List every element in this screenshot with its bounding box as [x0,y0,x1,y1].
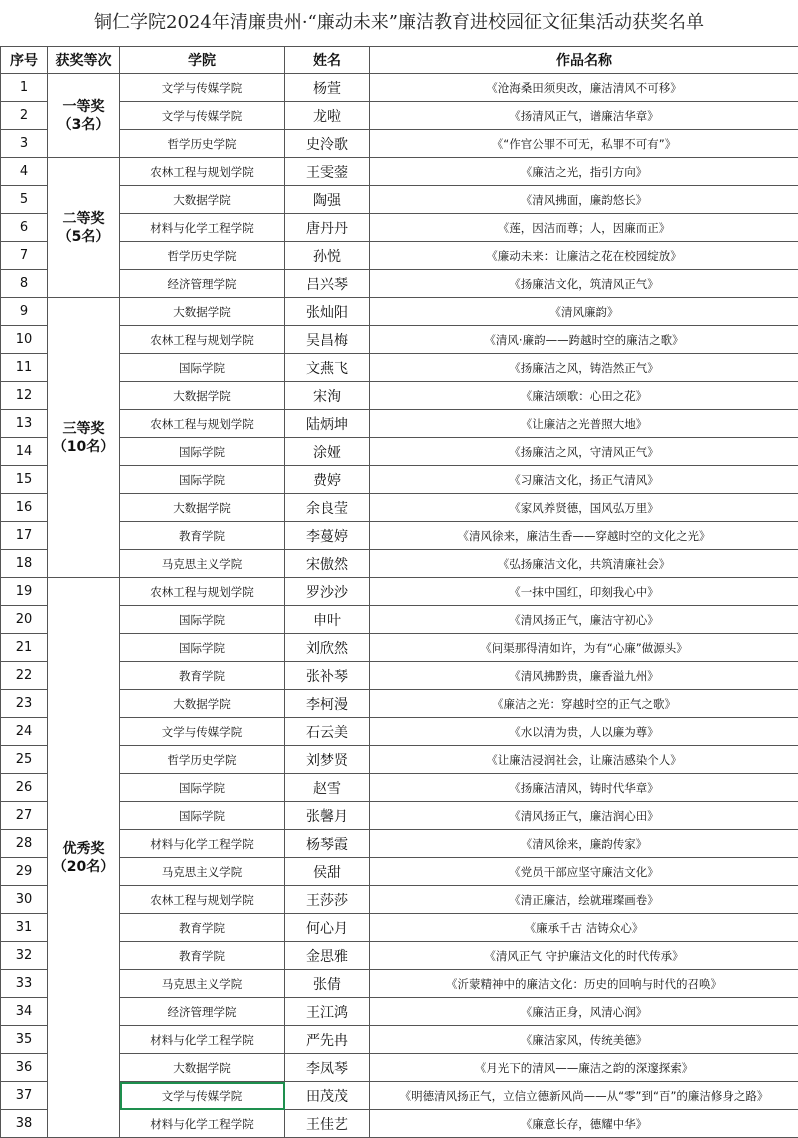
college-cell[interactable]: 材料与化学工程学院 [120,1110,285,1138]
college-cell[interactable]: 大数据学院 [120,186,285,214]
student-name-cell[interactable]: 文燕飞 [285,354,370,382]
work-title-cell[interactable]: 《扬清风正气，谱廉洁华章》 [370,102,798,130]
row-number-cell[interactable]: 25 [1,746,48,774]
student-name-cell[interactable]: 罗沙沙 [285,578,370,606]
college-cell[interactable]: 大数据学院 [120,382,285,410]
college-cell[interactable]: 大数据学院 [120,690,285,718]
table-row [1,326,798,354]
student-name-cell[interactable]: 史泠歌 [285,130,370,158]
college-cell[interactable]: 农林工程与规划学院 [120,326,285,354]
row-number-cell[interactable]: 22 [1,662,48,690]
college-cell[interactable]: 大数据学院 [120,298,285,326]
row-number-cell[interactable]: 36 [1,1054,48,1082]
work-title-cell[interactable]: 《弘扬廉洁文化，共筑清廉社会》 [370,550,798,578]
table-row [1,802,798,830]
work-title-cell[interactable]: 《廉洁颂歌：心田之花》 [370,382,798,410]
table-row [1,242,798,270]
header-name[interactable]: 姓名 [285,47,370,74]
prize-level-label: 一等奖 [48,98,119,116]
row-number-cell[interactable]: 1 [1,74,48,102]
student-name-cell[interactable]: 严先冉 [285,1026,370,1054]
row-number-cell[interactable]: 4 [1,158,48,186]
table-row [1,718,798,746]
table-row [1,606,798,634]
student-name-cell[interactable]: 王雯蓥 [285,158,370,186]
work-title-cell[interactable]: 《水以清为贵，人以廉为尊》 [370,718,798,746]
work-title-cell[interactable]: 《清风扬正气，廉洁守初心》 [370,606,798,634]
table-row [1,438,798,466]
document-title: 铜仁学院2024年清廉贵州·“廉动未来”廉洁教育进校园征文征集活动获奖名单 [0,0,798,46]
college-cell[interactable]: 国际学院 [120,606,285,634]
table-row [1,998,798,1026]
row-number-cell[interactable]: 12 [1,382,48,410]
award-table [0,46,798,1138]
work-title-cell[interactable]: 《廉洁之光：穿越时空的正气之歌》 [370,690,798,718]
student-name-cell[interactable]: 张灿阳 [285,298,370,326]
work-title-cell[interactable]: 《让廉洁浸润社会，让廉洁感染个人》 [370,746,798,774]
table-row [1,1054,798,1082]
work-title-cell[interactable]: 《让廉洁之光普照大地》 [370,410,798,438]
table-row [1,354,798,382]
table-row [1,466,798,494]
table-row [1,914,798,942]
student-name-cell[interactable]: 赵雪 [285,774,370,802]
college-cell[interactable]: 文学与传媒学院 [120,718,285,746]
table-row [1,214,798,242]
row-number-cell[interactable]: 31 [1,914,48,942]
college-cell[interactable]: 农林工程与规划学院 [120,886,285,914]
college-cell[interactable]: 教育学院 [120,914,285,942]
row-number-cell[interactable]: 5 [1,186,48,214]
work-title-cell[interactable]: 《廉洁正身，风清心润》 [370,998,798,1026]
prize-count-label: （10名） [48,438,119,456]
student-name-cell[interactable]: 石云美 [285,718,370,746]
header-row [1,47,798,74]
college-cell[interactable]: 哲学历史学院 [120,242,285,270]
prize-count-label: （5名） [48,228,119,246]
work-title-cell[interactable]: 《廉承千古 洁铸众心》 [370,914,798,942]
student-name-cell[interactable]: 王江鸿 [285,998,370,1026]
student-name-cell[interactable]: 费婷 [285,466,370,494]
row-number-cell[interactable]: 21 [1,634,48,662]
work-title-cell[interactable]: 《扬廉洁清风，铸时代华章》 [370,774,798,802]
row-number-cell[interactable]: 8 [1,270,48,298]
college-cell[interactable]: 材料与化学工程学院 [120,214,285,242]
work-title-cell[interactable]: 《清风徐来，廉韵传家》 [370,830,798,858]
work-title-cell[interactable]: 《清正廉洁，绘就璀璨画卷》 [370,886,798,914]
table-row [1,270,798,298]
college-cell[interactable]: 哲学历史学院 [120,130,285,158]
prize-level-label: 优秀奖 [48,840,119,858]
table-row [1,578,798,606]
college-cell[interactable]: 哲学历史学院 [120,746,285,774]
work-title-cell[interactable]: 《清风拂面，廉韵悠长》 [370,186,798,214]
work-title-cell[interactable]: 《清风·廉韵——跨越时空的廉洁之歌》 [370,326,798,354]
row-number-cell[interactable]: 30 [1,886,48,914]
college-cell[interactable]: 国际学院 [120,802,285,830]
row-number-cell[interactable]: 33 [1,970,48,998]
work-title-cell[interactable]: 《清风扬正气，廉洁润心田》 [370,802,798,830]
work-title-cell[interactable]: 《沂蒙精神中的廉洁文化：历史的回响与时代的召唤》 [370,970,798,998]
prize-level-cell[interactable] [48,158,120,298]
prize-level-cell[interactable] [48,74,120,158]
work-title-cell[interactable]: 《问渠那得清如许，为有“心廉”做源头》 [370,634,798,662]
prize-level-cell[interactable] [48,578,120,1138]
table-row [1,186,798,214]
student-name-cell[interactable]: 侯甜 [285,858,370,886]
work-title-cell[interactable]: 《“作官公罪不可无，私罪不可有”》 [370,130,798,158]
row-number-cell[interactable]: 11 [1,354,48,382]
student-name-cell[interactable]: 涂娅 [285,438,370,466]
college-cell[interactable]: 国际学院 [120,466,285,494]
college-cell[interactable]: 材料与化学工程学院 [120,830,285,858]
row-number-cell[interactable]: 3 [1,130,48,158]
table-row [1,298,798,326]
work-title-cell[interactable]: 《清风廉韵》 [370,298,798,326]
student-name-cell[interactable]: 田茂茂 [285,1082,370,1110]
college-cell[interactable]: 大数据学院 [120,494,285,522]
row-number-cell[interactable]: 2 [1,102,48,130]
student-name-cell[interactable]: 刘梦贤 [285,746,370,774]
student-name-cell[interactable]: 宋洵 [285,382,370,410]
work-title-cell[interactable]: 《廉动未来：让廉洁之花在校园绽放》 [370,242,798,270]
row-number-cell[interactable]: 14 [1,438,48,466]
row-number-cell[interactable]: 16 [1,494,48,522]
college-cell[interactable]: 大数据学院 [120,1054,285,1082]
work-title-cell[interactable]: 《扬廉洁之风，铸浩然正气》 [370,354,798,382]
student-name-cell[interactable]: 宋傲然 [285,550,370,578]
table-row [1,102,798,130]
row-number-cell[interactable]: 32 [1,942,48,970]
work-title-cell[interactable]: 《党员干部应坚守廉洁文化》 [370,858,798,886]
table-row [1,970,798,998]
college-cell[interactable]: 国际学院 [120,438,285,466]
student-name-cell[interactable]: 李凤琴 [285,1054,370,1082]
table-row [1,494,798,522]
table-row [1,690,798,718]
row-number-cell[interactable]: 24 [1,718,48,746]
table-row [1,662,798,690]
college-cell[interactable]: 国际学院 [120,354,285,382]
row-number-cell[interactable]: 19 [1,578,48,606]
row-number-cell[interactable]: 15 [1,466,48,494]
student-name-cell[interactable]: 张倩 [285,970,370,998]
student-name-cell[interactable]: 王莎莎 [285,886,370,914]
row-number-cell[interactable]: 6 [1,214,48,242]
prize-level-label: 三等奖 [48,420,119,438]
college-cell[interactable]: 马克思主义学院 [120,858,285,886]
table-row [1,382,798,410]
work-title-cell[interactable]: 《廉洁之光，指引方向》 [370,158,798,186]
student-name-cell[interactable]: 陆炳坤 [285,410,370,438]
student-name-cell[interactable]: 张补琴 [285,662,370,690]
header-college[interactable]: 学院 [120,47,285,74]
student-name-cell[interactable]: 余良莹 [285,494,370,522]
table-row [1,634,798,662]
work-title-cell[interactable]: 《沧海桑田须臾改，廉洁清风不可移》 [370,74,798,102]
row-number-cell[interactable]: 13 [1,410,48,438]
table-row [1,522,798,550]
row-number-cell[interactable]: 29 [1,858,48,886]
college-cell[interactable]: 文学与传媒学院 [120,74,285,102]
row-number-cell[interactable]: 7 [1,242,48,270]
college-cell[interactable]: 马克思主义学院 [120,550,285,578]
prize-count-label: （20名） [48,858,119,876]
row-number-cell[interactable]: 26 [1,774,48,802]
work-title-cell[interactable]: 《一抹中国红，印刻我心中》 [370,578,798,606]
table-row [1,830,798,858]
student-name-cell[interactable]: 吕兴琴 [285,270,370,298]
row-number-cell[interactable]: 23 [1,690,48,718]
college-cell[interactable]: 国际学院 [120,774,285,802]
work-title-cell[interactable]: 《廉意长存，德耀中华》 [370,1110,798,1138]
header-prize-level[interactable]: 获奖等次 [48,47,120,74]
prize-count-label: （3名） [48,116,119,134]
table-row [1,74,798,102]
student-name-cell[interactable]: 吴昌梅 [285,326,370,354]
college-cell[interactable]: 材料与化学工程学院 [120,1026,285,1054]
student-name-cell[interactable]: 陶强 [285,186,370,214]
row-number-cell[interactable]: 28 [1,830,48,858]
table-row [1,410,798,438]
header-work-title[interactable]: 作品名称 [370,47,798,74]
student-name-cell[interactable]: 何心月 [285,914,370,942]
row-number-cell[interactable]: 9 [1,298,48,326]
work-title-cell[interactable]: 《清风正气 守护廉洁文化的时代传承》 [370,942,798,970]
row-number-cell[interactable]: 17 [1,522,48,550]
college-cell[interactable]: 国际学院 [120,634,285,662]
row-number-cell[interactable]: 37 [1,1082,48,1110]
student-name-cell[interactable]: 唐丹丹 [285,214,370,242]
row-number-cell[interactable]: 38 [1,1110,48,1138]
row-number-cell[interactable]: 18 [1,550,48,578]
student-name-cell[interactable]: 申叶 [285,606,370,634]
work-title-cell[interactable]: 《清风徐来，廉洁生香——穿越时空的文化之光》 [370,522,798,550]
college-cell[interactable]: 文学与传媒学院 [120,1082,285,1110]
work-title-cell[interactable]: 《廉洁家风，传统美德》 [370,1026,798,1054]
table-row [1,942,798,970]
college-cell[interactable]: 文学与传媒学院 [120,102,285,130]
table-row [1,1082,798,1110]
student-name-cell[interactable]: 李蔓婷 [285,522,370,550]
college-cell[interactable]: 农林工程与规划学院 [120,410,285,438]
college-cell[interactable]: 农林工程与规划学院 [120,158,285,186]
table-row [1,746,798,774]
prize-level-label: 二等奖 [48,210,119,228]
table-row [1,130,798,158]
student-name-cell[interactable]: 刘欣然 [285,634,370,662]
table-row [1,858,798,886]
student-name-cell[interactable]: 孙悦 [285,242,370,270]
row-number-cell[interactable]: 34 [1,998,48,1026]
college-cell[interactable]: 教育学院 [120,522,285,550]
work-title-cell[interactable]: 《莲，因洁而尊；人，因廉而正》 [370,214,798,242]
student-name-cell[interactable]: 杨琴霞 [285,830,370,858]
college-cell[interactable]: 教育学院 [120,662,285,690]
table-row [1,158,798,186]
header-number[interactable]: 序号 [1,47,48,74]
row-number-cell[interactable]: 27 [1,802,48,830]
student-name-cell[interactable]: 杨萱 [285,74,370,102]
college-cell[interactable]: 经济管理学院 [120,998,285,1026]
row-number-cell[interactable]: 35 [1,1026,48,1054]
student-name-cell[interactable]: 王佳艺 [285,1110,370,1138]
work-title-cell[interactable]: 《习廉洁文化，扬正气清风》 [370,466,798,494]
college-cell[interactable]: 马克思主义学院 [120,970,285,998]
student-name-cell[interactable]: 金思雅 [285,942,370,970]
work-title-cell[interactable]: 《扬廉洁之风，守清风正气》 [370,438,798,466]
work-title-cell[interactable]: 《明德清风扬正气，立信立德新风尚——从“零”到“百”的廉洁修身之路》 [370,1082,798,1110]
prize-level-cell[interactable] [48,298,120,578]
row-number-cell[interactable]: 20 [1,606,48,634]
college-cell[interactable]: 经济管理学院 [120,270,285,298]
college-cell[interactable]: 教育学院 [120,942,285,970]
table-row [1,1110,798,1138]
row-number-cell[interactable]: 10 [1,326,48,354]
work-title-cell[interactable]: 《家风养贤德，国风弘万里》 [370,494,798,522]
student-name-cell[interactable]: 龙啦 [285,102,370,130]
student-name-cell[interactable]: 李柯漫 [285,690,370,718]
college-cell[interactable]: 农林工程与规划学院 [120,578,285,606]
table-row [1,774,798,802]
work-title-cell[interactable]: 《清风拂黔贵，廉香溢九州》 [370,662,798,690]
work-title-cell[interactable]: 《扬廉洁文化，筑清风正气》 [370,270,798,298]
table-row [1,1026,798,1054]
student-name-cell[interactable]: 张馨月 [285,802,370,830]
table-row [1,886,798,914]
table-row [1,550,798,578]
work-title-cell[interactable]: 《月光下的清风——廉洁之韵的深邃探索》 [370,1054,798,1082]
